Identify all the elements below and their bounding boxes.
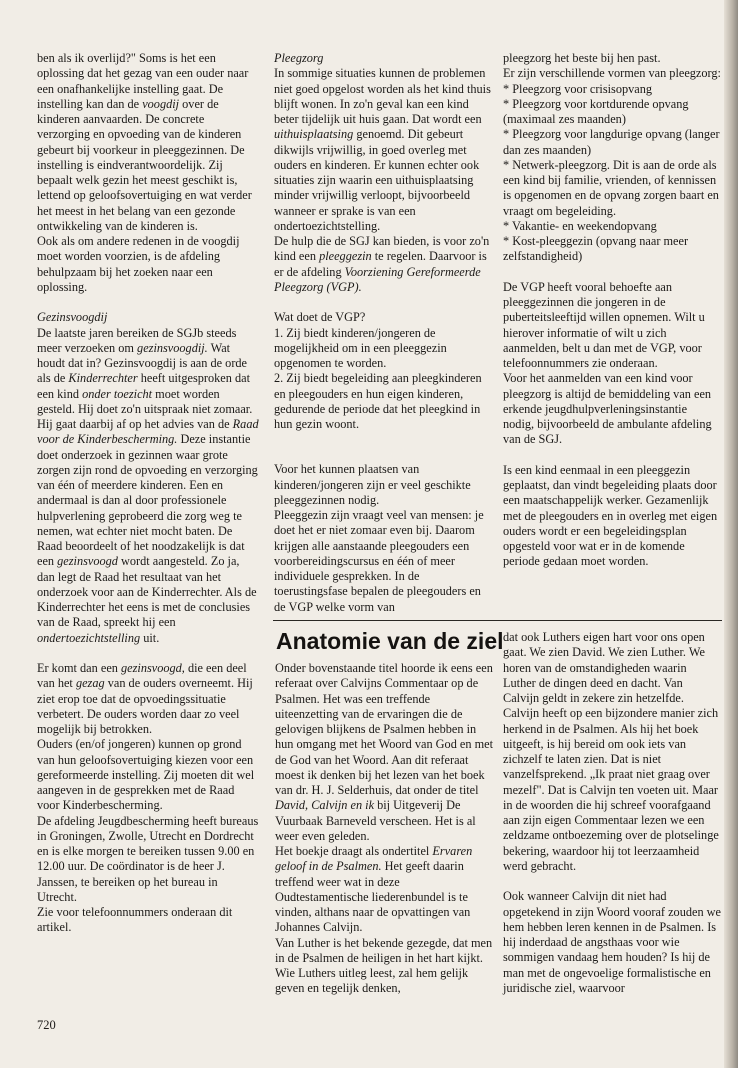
article-column-1 xyxy=(275,661,495,997)
paragraph: ben als ik overlijd?" Soms is het een oplossing dat het gezag van een ouder naar een onafhankelijke instelling gaat. De instelling kan dan de voogdij over de kinderen aanvaarden. De concrete verzorging en opvoeding van de kinderen gebeurt bij voorkeur in pleeggezinnen. De instelling is eindverantwoordelijk. Zij bepaalt welk gezin het meest geschikt is, lettend op geloofsovertuiging en wat verder het meest in het belang van een gezonde ontwikkeling van de kinderen is. xyxy=(37,51,252,233)
paragraph: Ook als om andere redenen in de voogdij moet worden voorzien, is de afdeling behulpzaam bij het zoeken naar een oplossing. xyxy=(37,234,240,294)
paragraph: Pleeggezin zijn vraagt veel van mensen: je doet het er niet zomaar even bij. Daarom krijgen alle aanstaande pleegouders een voorbereidingscursus en één of meer individuele gesprekken. In de toerustingsfase bepalen de pleegouders en de VGP welke vorm van xyxy=(274,508,484,614)
list-item: * Kost-pleeggezin (opvang naar meer zelfstandigheid) xyxy=(503,234,689,264)
paragraph: In sommige situaties kunnen de problemen niet goed opgelost worden als het kind thuis blijft wonen. In zo'n geval kan een kind beter tijdelijk uit huis gaan. Dat wordt een uithuisplaatsing genoemd. Dit gebeurt dikwijls vrijwillig, in goed overleg met ouders en kinderen. Er kunnen echter ook situaties zijn waarin een uithuisplaatsing minder vrijwillig verloopt, bijvoorbeeld wanneer er sprake is van een ondertoezichtstelling. xyxy=(274,66,491,233)
list-item: * Netwerk-pleegzorg. Dit is aan de orde als een kind bij familie, vrienden, of kennissen is opgenomen en de opvang zorgen baart en vraagt om begeleiding. xyxy=(503,157,719,218)
list-item: * Vakantie- en weekendopvang xyxy=(503,218,657,233)
page-edge-shadow xyxy=(724,0,738,1068)
paragraph: Ook wanneer Calvijn dit niet had opgetekend in zijn Woord vooraf zouden we hem hebben leren kennen in de Psalmen. Is hij inderdaad de angsthaas voor wie sommigen vandaag hem houden? Is hij de man met de ongevoelige formalistische en juridische ziel, waarvoor xyxy=(503,889,722,995)
list-item: 2. Zij biedt begeleiding aan pleegkinderen en pleegouders en hun eigen kinderen, gedurende de periode dat het pleegkind in hun gezin woont. xyxy=(274,371,482,431)
list-item: * Pleegzorg voor crisisopvang xyxy=(503,81,653,96)
page-number: 720 xyxy=(37,1018,56,1032)
article-divider xyxy=(273,620,722,621)
column-3 xyxy=(503,51,721,570)
paragraph: Ouders (en/of jongeren) kunnen op grond van hun geloofsovertuiging kiezen voor een gereformeerde instelling. Zij moeten dit wel aangeven in de gesprekken met de Raad voor Kinderbescherming. xyxy=(37,737,255,813)
paragraph: De afdeling Jeugdbescherming heeft bureaus in Groningen, Zwolle, Utrecht en Dordrecht en is elke morgen te bereiken tussen 9.00 en 12.00 uur. De coördinator is de heer J. Janssen, te bereiken op het bureau in Utrecht. xyxy=(37,813,259,904)
paragraph: Is een kind eenmaal in een pleeggezin geplaatst, dan vindt begeleiding plaats door een maatschappelijk werker. Gezamenlijk met de pleegouders en in overleg met eigen ouders wordt er een begeleidingsplan opgesteld voor wat er in de komende periode gedaan moet worden. xyxy=(503,462,718,569)
paragraph: Het boekje draagt als ondertitel Ervaren geloof in de Psalmen. Het geeft daarin treffend weer wat in deze Oudtestamentische liederenbundel is te vinden, althans naar de opvattingen van Johannes Calvijn. xyxy=(275,844,473,935)
column-1 xyxy=(37,51,259,936)
question: Wat doet de VGP? xyxy=(274,310,366,325)
article-title: Anatomie van de ziel xyxy=(276,628,504,654)
paragraph: pleegzorg het beste bij hen past. xyxy=(503,51,661,65)
paragraph: Voor het kunnen plaatsen van kinderen/jongeren zijn er veel geschikte pleeggezinnen nodig. xyxy=(274,462,471,507)
paragraph: Zie voor telefoonnummers onderaan dit artikel. xyxy=(37,905,233,935)
section-heading-gezinsvoogdij: Gezinsvoogdij xyxy=(37,310,108,325)
paragraph: Er zijn verschillende vormen van pleegzorg: xyxy=(503,66,721,81)
paragraph: De VGP heeft vooral behoefte aan pleeggezinnen die jongeren in de puberteitsleeftijd willen opnemen. Wilt u hierover informatie of wilt u zich aanmelden, belt u dan met de VGP, voor telefoonnummers zie onderaan. xyxy=(503,279,705,370)
paragraph: Er komt dan een gezinsvoogd, die een deel van het gezag van de ouders overneemt. Hij ziet erop toe dat de opvoedingssituatie verbetert. De ouders worden daar zo veel mogelijk bij betrokken. xyxy=(37,661,253,736)
paragraph: Voor het aanmelden van een kind voor pleegzorg is altijd de bemiddeling van een erkende jeugdhulpverleningsinstantie nodig, bijvoorbeeld de ambulante afdeling van de SGJ. xyxy=(503,371,712,447)
list-item: * Pleegzorg voor kortdurende opvang (maximaal zes maanden) xyxy=(503,96,689,126)
paragraph: Onder bovenstaande titel hoorde ik eens een referaat over Calvijns Commentaar op de Psalmen. Het was een treffende uiteenzetting van de ervaringen die de gelovigen blijkens de Psalmen hebben in hun omgang met het Woord van God en met de God van het Woord. Aan dit referaat moest ik denken bij het lezen van het boek van dr. H. J. Selderhuis, dat onder de titel David, Calvijn en ik bij Uitgeverij De Vuurbaak Barneveld verscheen. Het is al weer even geleden. xyxy=(275,661,494,843)
column-2 xyxy=(274,51,494,615)
section-heading-pleegzorg: Pleegzorg xyxy=(274,51,324,65)
paragraph: De laatste jaren bereiken de SGJb steeds meer verzoeken om gezinsvoogdij. Wat houdt dat in? Gezinsvoogdij is aan de orde als de Kinderrechter heeft uitgesproken dat een kind onder toezicht moet worden gesteld. Hij doet zo'n uitspraak niet zomaar. Hij gaat daarbij af op het advies van de Raad voor de Kinderbescherming. Deze instantie doet onderzoek in gezinnen waar grote zorgen zijn rond de opvoeding en verzorging van één of meerdere kinderen. Een en andermaal is dan al door professionele hulpverlening geprobeerd die zorg weg te nemen, wat echter niet mocht baten. De Raad beoordeelt of het noodzakelijk is dat een gezinsvoogd wordt aangesteld. Zo ja, dan legt de Raad het resultaat van het onderzoek voor aan de Kinderrechter. Als de Kinderrechter het eens is met de conclusies van de Raad, spreekt hij een ondertoezichtstelling uit. xyxy=(37,325,259,645)
article-column-2 xyxy=(503,630,721,996)
list-item: * Pleegzorg voor langdurige opvang (langer dan zes maanden) xyxy=(503,127,720,157)
list-item: 1. Zij biedt kinderen/jongeren de mogelijkheid om in een pleeggezin opgenomen te worden. xyxy=(274,325,447,370)
paragraph: Van Luther is het bekende gezegde, dat men in de Psalmen de heiligen in het hart kijkt. Wie Luthers uitleg leest, zal hem gelijk geven en tegelijk denken, xyxy=(275,935,493,996)
paragraph: De hulp die de SGJ kan bieden, is voor zo'n kind een pleeggezin te regelen. Daarvoor is er de afdeling Voorziening Gereformeerde Pleegzorg (VGP). xyxy=(274,234,490,294)
paragraph: dat ook Luthers eigen hart voor ons open gaat. We zien David. We zien Luther. We horen van de omstandigheden waarin Luther de dingen deed en dacht. Van Calvijn geldt in zekere zin hetzelfde. Calvijn heeft op een bijzondere manier zich herkend in de Psalmen. Als hij het boek uitgeeft, is hij bereid om ook iets van zichzelf te laten zien. Dat is niet vanzelfsprekend. „Ik praat niet graag over mezelf". Dat is Calvijn ten voeten uit. Maar in de woorden die hij schreef voorafgaand aan zijn eigen Commentaar lezen we een zeldzame ontboezeming over de plotselinge bekering, waardoor hij tot leerzaamheid werd gebracht. xyxy=(503,630,719,873)
